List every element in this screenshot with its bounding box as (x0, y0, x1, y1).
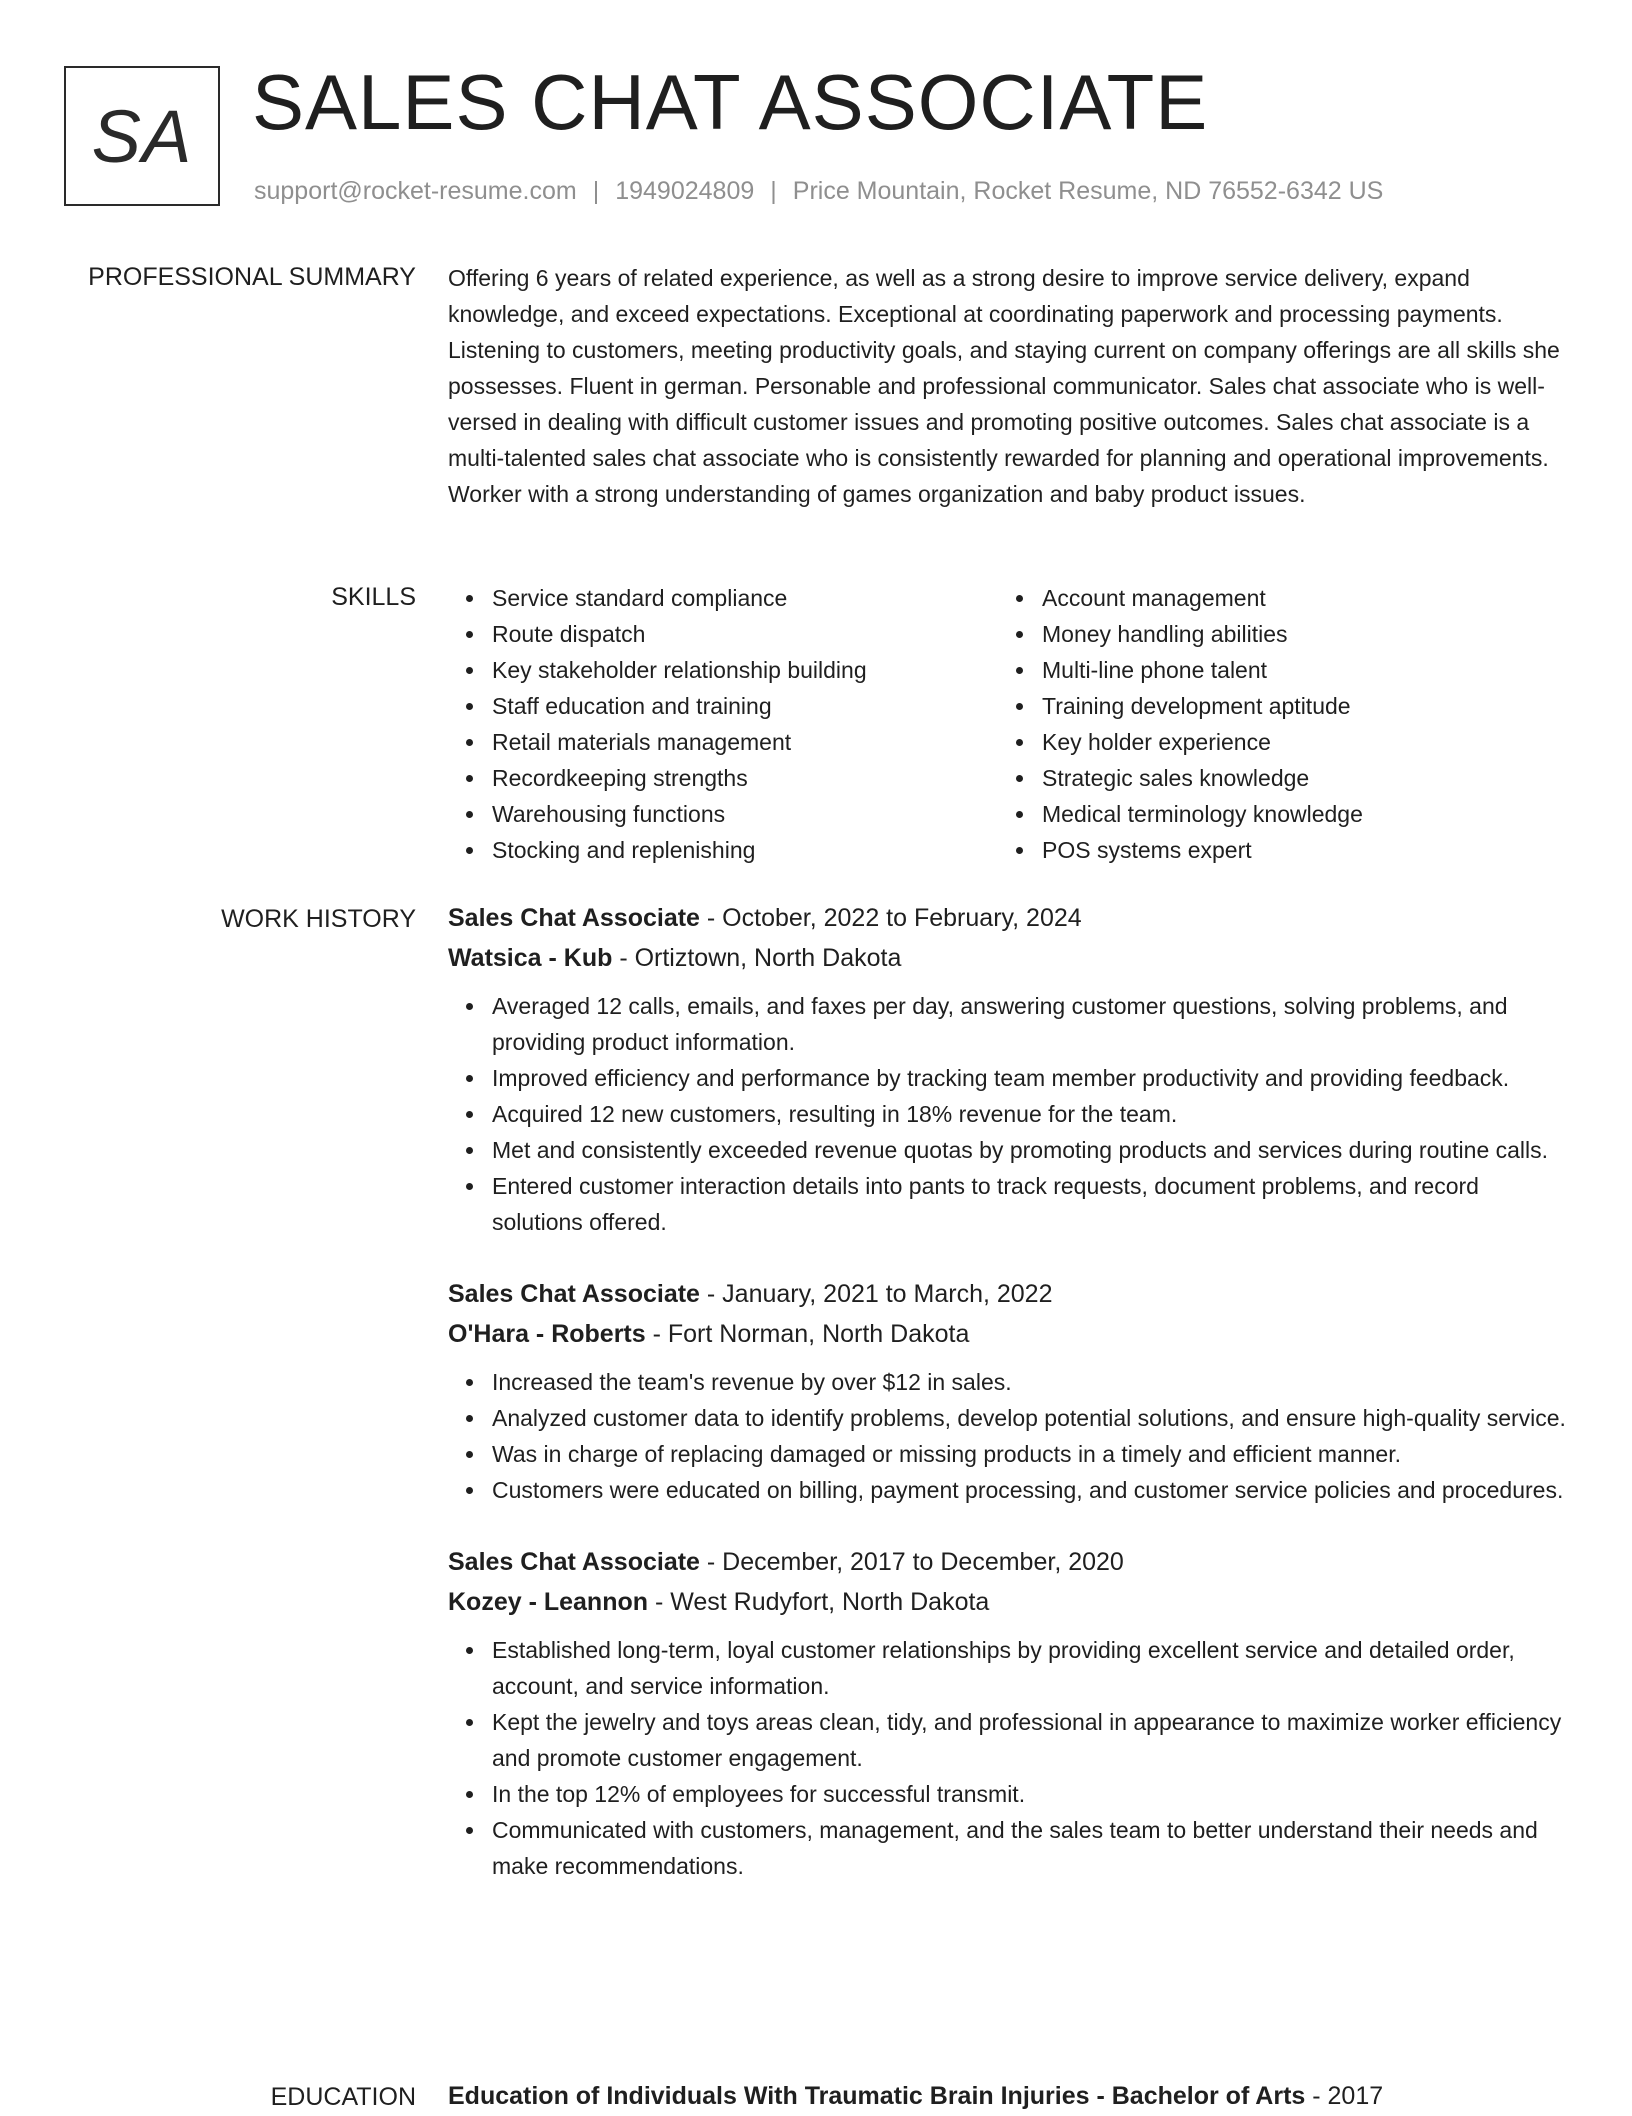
job-bullet: Established long-term, loyal customer relationships by providing excellent service and detailed order, account, and service information. (492, 1632, 1568, 1704)
contact-email[interactable]: support@rocket-resume.com (254, 177, 577, 205)
skill-item: Training development aptitude (1042, 688, 1548, 724)
job-title: Sales Chat Associate (448, 1548, 700, 1576)
job-location: - Fort Norman, North Dakota (645, 1320, 970, 1348)
job-dates: - October, 2022 to February, 2024 (699, 904, 1082, 932)
skill-item: Stocking and replenishing (492, 832, 998, 868)
job-location: - West Rudyfort, North Dakota (648, 1588, 990, 1616)
skill-item: Account management (1042, 580, 1548, 616)
job-bullets (448, 988, 1568, 1240)
job-company: Kozey - Leannon (448, 1588, 649, 1616)
section-label-summary: PROFESSIONAL SUMMARY (88, 263, 416, 291)
job-dates: - January, 2021 to March, 2022 (699, 1280, 1053, 1308)
skill-item: Route dispatch (492, 616, 998, 652)
contact-phone[interactable]: 1949024809 (615, 177, 755, 205)
job-title-line (448, 1542, 1568, 1582)
contact-line (254, 174, 1383, 208)
job-company: Watsica - Kub (448, 944, 613, 972)
skill-item: Strategic sales knowledge (1042, 760, 1548, 796)
skill-item: Retail materials management (492, 724, 998, 760)
job-entry (448, 1542, 1568, 1884)
job-company-line (448, 938, 1568, 978)
skill-item: Multi-line phone talent (1042, 652, 1548, 688)
contact-separator: | (770, 177, 777, 205)
job-title-line (448, 898, 1568, 938)
job-bullet: Customers were educated on billing, payment processing, and customer service policies and procedures. (492, 1472, 1568, 1508)
skill-item: Staff education and training (492, 688, 998, 724)
summary-text: Offering 6 years of related experience, as well as a strong desire to improve service delivery, expand knowledge, and exceed expectations. Exceptional at coordinating paperwork and processing payments. Listening to customers, meeting productivity goals, and staying current on company offerings are all skills she possesses. Fluent in german. Personable and professional communicator. Sales chat associate who is well-versed in dealing with difficult customer issues and promoting positive outcomes. Sales chat associate is a multi-talented sales chat associate who is consistently rewarded for planning and operational improvements. Worker with a strong understanding of games organization and baby product issues. (448, 265, 1560, 507)
section-label-skills: SKILLS (331, 583, 416, 611)
job-title: Sales Chat Associate (448, 1280, 700, 1308)
job-bullet: Averaged 12 calls, emails, and faxes per day, answering customer questions, solving problems, and providing product information. (492, 988, 1568, 1060)
job-bullet: Acquired 12 new customers, resulting in 18% revenue for the team. (492, 1096, 1568, 1132)
job-bullets (448, 1364, 1568, 1508)
job-entry (448, 898, 1568, 1240)
job-bullet: In the top 12% of employees for successful transmit. (492, 1776, 1568, 1812)
section-label-work: WORK HISTORY (221, 905, 416, 933)
education-year: - 2017 (1305, 2082, 1384, 2110)
skills-columns (448, 580, 1568, 868)
monogram-initials: SA (91, 94, 193, 178)
education-line (448, 2076, 1568, 2116)
skill-item: Key holder experience (1042, 724, 1548, 760)
skill-item: Recordkeeping strengths (492, 760, 998, 796)
skill-item: Money handling abilities (1042, 616, 1548, 652)
skills-list-left (448, 580, 998, 868)
job-bullet: Was in charge of replacing damaged or missing products in a timely and efficient manner. (492, 1436, 1568, 1472)
job-entry (448, 1274, 1568, 1508)
job-bullet: Communicated with customers, management, and the sales team to better understand their needs and make recommendations. (492, 1812, 1568, 1884)
job-bullet: Increased the team's revenue by over $12 in sales. (492, 1364, 1568, 1400)
job-bullet: Kept the jewelry and toys areas clean, tidy, and professional in appearance to maximize worker efficiency and promote customer engagement. (492, 1704, 1568, 1776)
skill-item: Warehousing functions (492, 796, 998, 832)
skills-list-right (998, 580, 1548, 868)
education-degree: Education of Individuals With Traumatic Brain Injuries - Bachelor of Arts (448, 2082, 1306, 2110)
job-bullets (448, 1632, 1568, 1884)
candidate-name: SALES CHAT ASSOCIATE (252, 58, 1209, 146)
job-location: - Ortiztown, North Dakota (612, 944, 902, 972)
skill-item: Service standard compliance (492, 580, 998, 616)
job-bullet: Analyzed customer data to identify problems, develop potential solutions, and ensure high-quality service. (492, 1400, 1568, 1436)
contact-separator: | (592, 177, 600, 205)
job-dates: - December, 2017 to December, 2020 (699, 1548, 1124, 1576)
skill-item: Key stakeholder relationship building (492, 652, 998, 688)
monogram-box (64, 66, 220, 206)
skill-item: Medical terminology knowledge (1042, 796, 1548, 832)
job-company-line (448, 1314, 1568, 1354)
job-title-line (448, 1274, 1568, 1314)
job-title: Sales Chat Associate (448, 904, 700, 932)
skill-item: POS systems expert (1042, 832, 1548, 868)
job-bullet: Improved efficiency and performance by tracking team member productivity and providing feedback. (492, 1060, 1568, 1096)
job-company: O'Hara - Roberts (448, 1320, 646, 1348)
job-bullet: Met and consistently exceeded revenue quotas by promoting products and services during routine calls. (492, 1132, 1568, 1168)
section-label-education: EDUCATION (270, 2083, 416, 2111)
contact-address: Price Mountain, Rocket Resume, ND 76552-6342 US (792, 177, 1384, 205)
job-company-line (448, 1582, 1568, 1622)
job-bullet: Entered customer interaction details into pants to track requests, document problems, and record solutions offered. (492, 1168, 1568, 1240)
